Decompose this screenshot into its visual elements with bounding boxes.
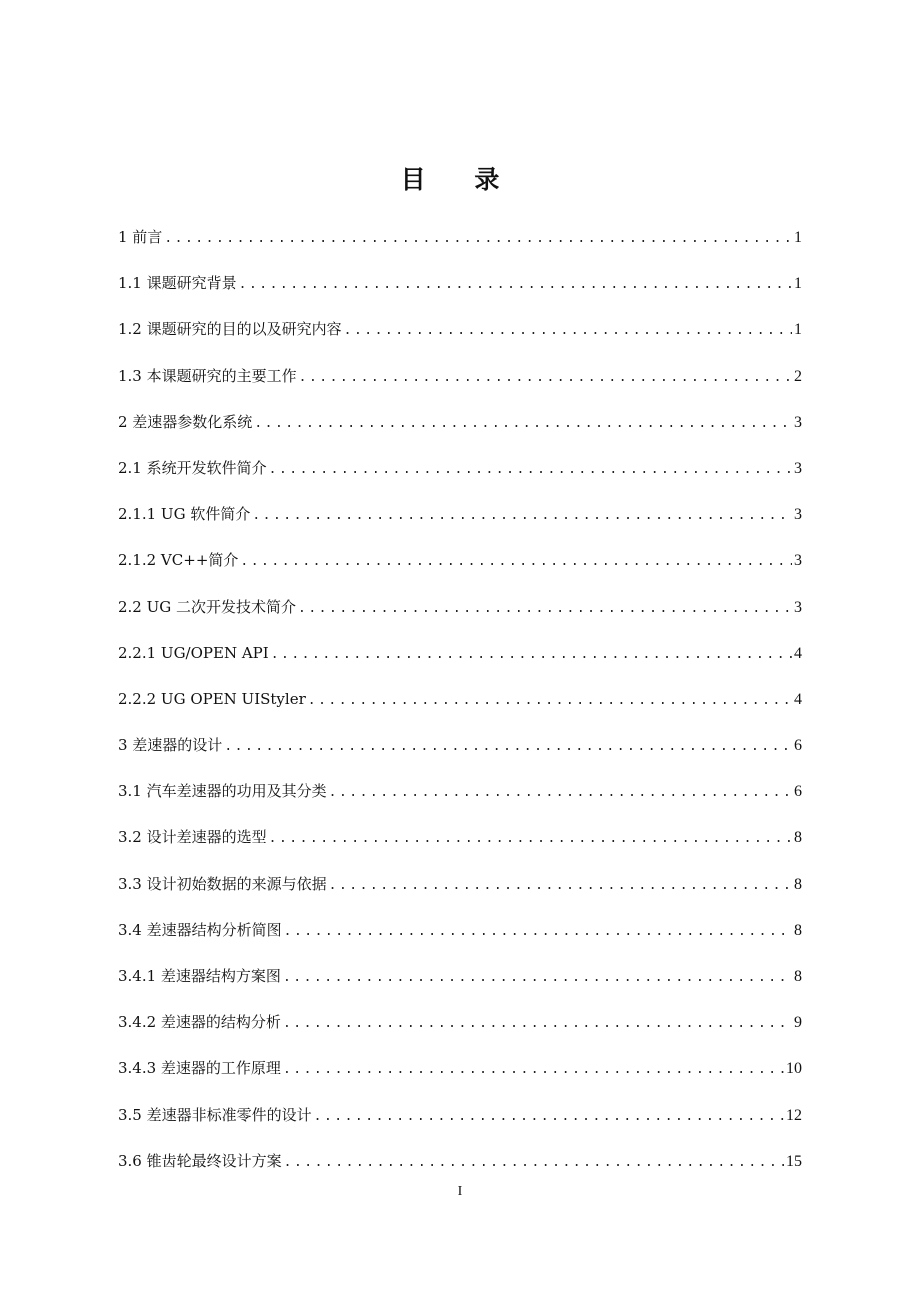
toc-entry-label: 2.2.2 UG OPEN UIStyler <box>118 689 306 708</box>
toc-entry-page: 8 <box>794 968 802 985</box>
toc-entry-label: 2 差速器参数化系统 <box>118 412 253 431</box>
toc-entry-page: 9 <box>794 1014 802 1032</box>
toc-entry[interactable] <box>118 1007 802 1053</box>
toc-entry-label: 3.4.2 差速器的结构分析 <box>118 1013 281 1032</box>
toc-entry-label: 3.4.1 差速器结构方案图 <box>118 967 281 985</box>
toc-entry[interactable] <box>118 869 802 915</box>
dot-leader <box>283 963 792 993</box>
toc-entry-page: 1 <box>794 321 802 339</box>
toc-entry-page: 8 <box>794 921 802 939</box>
dot-leader <box>314 1102 784 1132</box>
toc-entry-label: 3.2 设计差速器的选型 <box>118 828 267 847</box>
page-number: I <box>457 1184 463 1199</box>
toc-entry-page: 6 <box>794 737 802 755</box>
toc-entry[interactable] <box>118 915 802 961</box>
toc-entry[interactable] <box>118 1053 802 1099</box>
dot-leader <box>329 778 792 808</box>
toc-entry[interactable] <box>118 776 802 822</box>
toc-entry[interactable] <box>118 684 802 730</box>
dot-leader <box>284 917 792 947</box>
dot-leader <box>283 1009 792 1039</box>
table-of-contents <box>118 222 802 1192</box>
toc-entry-page: 1 <box>794 275 802 293</box>
toc-entry-label: 1.2 课题研究的目的以及研究内容 <box>118 320 342 339</box>
dot-leader <box>298 594 792 624</box>
toc-entry-page: 6 <box>794 783 802 801</box>
toc-entry[interactable] <box>118 407 802 453</box>
toc-entry-page: 4 <box>794 644 802 662</box>
dot-leader <box>308 686 792 716</box>
dot-leader <box>252 501 792 531</box>
page-title: 目 录 <box>400 165 520 194</box>
toc-entry-label: 1 前言 <box>118 228 163 246</box>
toc-entry-label: 3.4 差速器结构分析简图 <box>118 920 282 939</box>
toc-entry-page: 15 <box>786 1152 802 1170</box>
toc-entry-page: 3 <box>794 552 802 570</box>
toc-entry-page: 3 <box>794 598 802 616</box>
toc-entry-page: 10 <box>786 1060 802 1078</box>
toc-entry-page: 8 <box>794 829 802 847</box>
toc-entry[interactable] <box>118 638 802 684</box>
dot-leader <box>344 316 792 346</box>
toc-entry-page: 3 <box>794 413 802 431</box>
toc-entry[interactable] <box>118 730 802 776</box>
toc-entry-page: 4 <box>794 690 802 708</box>
toc-entry-label: 2.1.1 UG 软件简介 <box>118 505 251 524</box>
toc-entry-label: 3.5 差速器非标准零件的设计 <box>118 1105 312 1124</box>
toc-entry-label: 2.1.2 VC++简介 <box>118 551 239 570</box>
toc-entry-label: 3.1 汽车差速器的功用及其分类 <box>118 782 327 801</box>
toc-entry-label: 2.2.1 UG/OPEN API <box>118 643 269 662</box>
dot-leader <box>269 455 792 485</box>
dot-leader <box>269 824 792 854</box>
toc-entry[interactable] <box>118 545 802 591</box>
toc-entry[interactable] <box>118 1100 802 1146</box>
toc-entry-label: 3.4.3 差速器的工作原理 <box>118 1059 281 1078</box>
toc-entry-page: 2 <box>794 367 802 385</box>
toc-entry-page: 8 <box>794 875 802 893</box>
dot-leader <box>240 547 792 577</box>
toc-entry-label: 3.3 设计初始数据的来源与依据 <box>118 874 327 893</box>
dot-leader <box>329 871 792 901</box>
dot-leader <box>284 1148 784 1178</box>
toc-entry-page: 3 <box>794 506 802 524</box>
toc-entry-label: 3 差速器的设计 <box>118 736 223 755</box>
toc-entry[interactable] <box>118 961 802 1007</box>
toc-entry-label: 1.1 课题研究背景 <box>118 274 237 293</box>
toc-entry-label: 2.1 系统开发软件简介 <box>118 458 267 477</box>
dot-leader <box>164 224 792 254</box>
toc-entry-page: 3 <box>794 459 802 477</box>
toc-entry[interactable] <box>118 222 802 268</box>
toc-entry-page: 12 <box>786 1106 802 1124</box>
toc-entry[interactable] <box>118 499 802 545</box>
toc-entry-label: 2.2 UG 二次开发技术简介 <box>118 597 297 616</box>
dot-leader <box>271 640 792 670</box>
dot-leader <box>283 1055 784 1085</box>
dot-leader <box>224 732 792 762</box>
dot-leader <box>254 409 792 439</box>
toc-entry[interactable] <box>118 592 802 638</box>
toc-entry[interactable] <box>118 268 802 314</box>
toc-entry[interactable] <box>118 314 802 360</box>
dot-leader <box>239 270 792 300</box>
toc-entry[interactable] <box>118 453 802 499</box>
dot-leader <box>299 363 792 393</box>
toc-entry-label: 1.3 本课题研究的主要工作 <box>118 366 297 385</box>
toc-entry[interactable] <box>118 822 802 868</box>
toc-entry-page: 1 <box>794 229 802 246</box>
toc-entry-label: 3.6 锥齿轮最终设计方案 <box>118 1151 282 1170</box>
toc-entry[interactable] <box>118 361 802 407</box>
